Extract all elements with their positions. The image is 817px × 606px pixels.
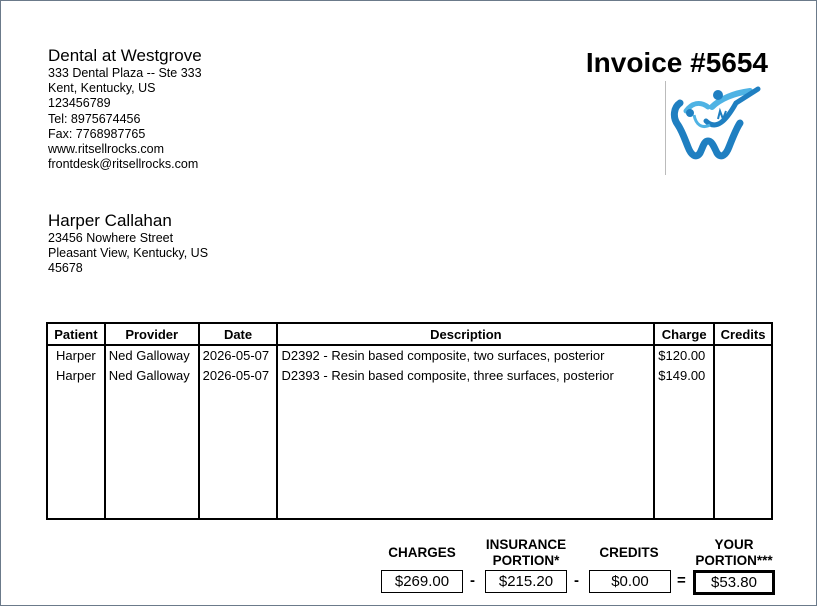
practice-tel: Tel: 8975674456 <box>48 111 141 126</box>
cell-patient: Harper <box>47 366 105 386</box>
credits-label: CREDITS <box>599 545 659 560</box>
insurance-portion-label: INSURANCE PORTION* <box>485 537 567 568</box>
charges-label: CHARGES <box>388 545 456 560</box>
cell-charge: $149.00 <box>654 366 714 386</box>
column-header: Patient <box>47 323 105 345</box>
minus-sign: - <box>470 572 475 589</box>
patient-address-line: 45678 <box>48 261 83 276</box>
minus-sign: - <box>574 572 579 589</box>
charges-total: $269.00 <box>381 570 463 593</box>
your-portion-total: $53.80 <box>693 570 775 595</box>
insurance-portion-total: $215.20 <box>485 570 567 593</box>
practice-info <box>48 46 202 172</box>
cell-date: 2026-05-07 <box>199 345 278 366</box>
dental-tooth-logo <box>665 81 770 175</box>
table-header-row <box>47 323 772 345</box>
column-header: Credits <box>714 323 772 345</box>
cell-patient: Harper <box>47 345 105 366</box>
cell-credits <box>714 366 772 386</box>
cell-description: D2392 - Resin based composite, two surfaces, posterior <box>277 345 654 366</box>
cell-charge: $120.00 <box>654 345 714 366</box>
cell-description: D2393 - Resin based composite, three surfaces, posterior <box>277 366 654 386</box>
patient-info <box>48 211 208 277</box>
patient-address-line: 23456 Nowhere Street <box>48 231 174 245</box>
column-header: Date <box>199 323 278 345</box>
your-portion-label: YOUR PORTION*** <box>695 537 773 568</box>
patient-address-line: Pleasant View, Kentucky, US <box>48 246 209 261</box>
cell-date: 2026-05-07 <box>199 366 278 386</box>
table-row <box>47 345 772 366</box>
cell-credits <box>714 345 772 366</box>
practice-address-line: 123456789 <box>48 96 111 111</box>
practice-address-line: 333 Dental Plaza -- Ste 333 <box>48 66 202 80</box>
credits-total: $0.00 <box>589 570 671 593</box>
column-header: Charge <box>654 323 714 345</box>
cell-provider: Ned Galloway <box>105 345 199 366</box>
patient-name: Harper Callahan <box>48 211 172 230</box>
table-row <box>47 366 772 386</box>
invoice-title: Invoice #5654 <box>585 47 768 78</box>
practice-email: frontdesk@ritsellrocks.com <box>48 157 199 172</box>
table-filler-row <box>47 386 772 519</box>
cell-provider: Ned Galloway <box>105 366 199 386</box>
column-header: Provider <box>105 323 199 345</box>
practice-website: www.ritsellrocks.com <box>48 142 164 157</box>
column-header: Description <box>277 323 654 345</box>
invoice-items-table <box>46 322 773 520</box>
practice-address-line: Kent, Kentucky, US <box>48 81 156 96</box>
practice-fax: Fax: 7768987765 <box>48 126 146 141</box>
equals-sign: = <box>677 572 686 589</box>
practice-name: Dental at Westgrove <box>48 46 202 65</box>
